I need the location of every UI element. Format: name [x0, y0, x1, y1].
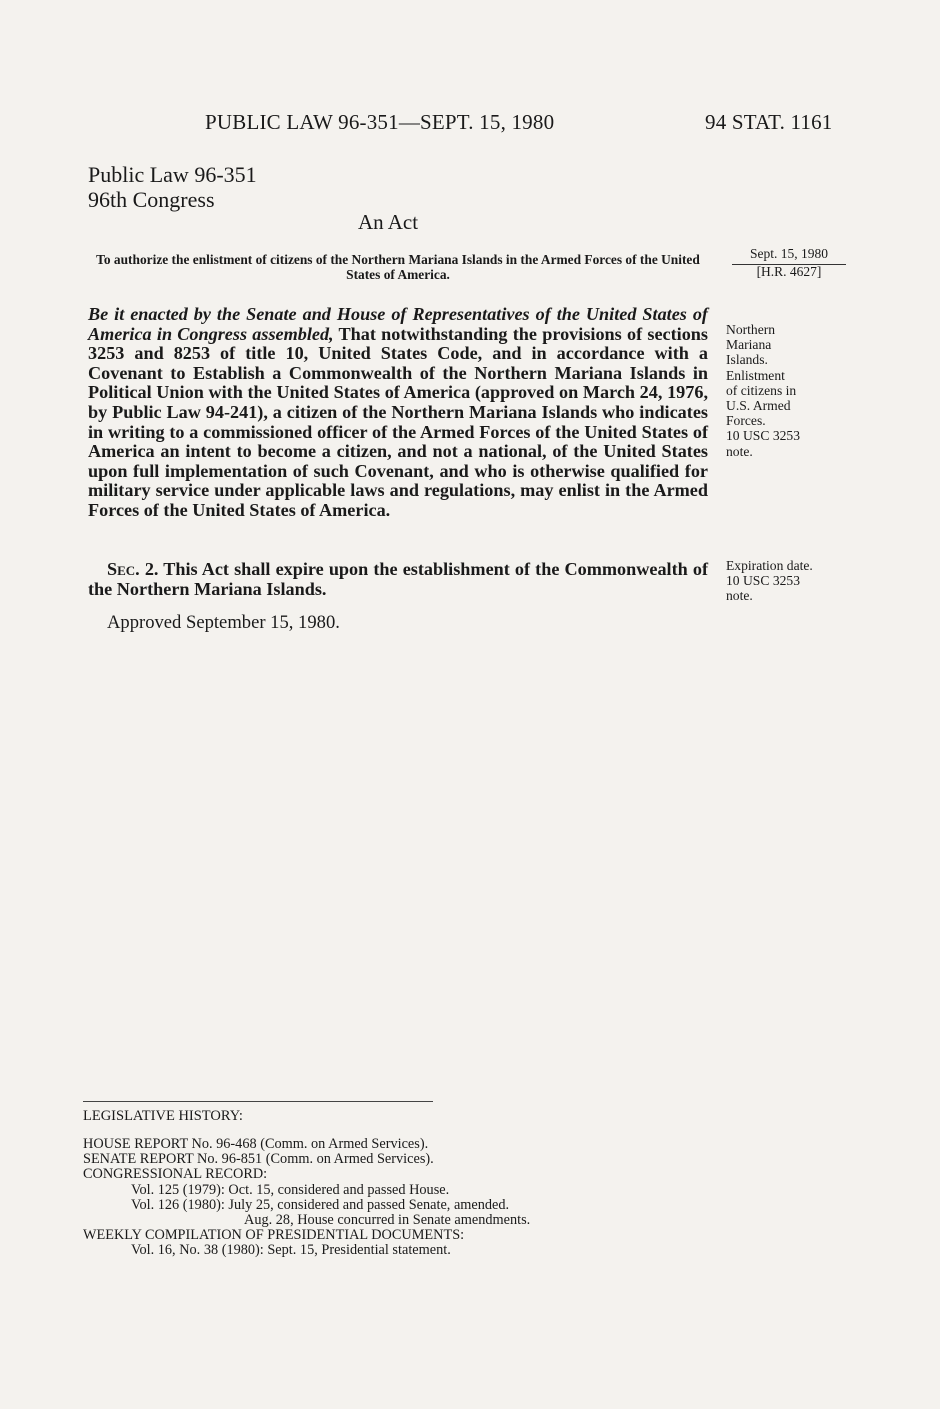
- history-entry: Vol. 16, No. 38 (1980): Sept. 15, Presidential statement.: [131, 1242, 451, 1259]
- margin-note-line: of citizens in: [726, 382, 797, 398]
- history-entry: CONGRESSIONAL RECORD:: [83, 1166, 268, 1183]
- history-entry: Vol. 125 (1979): Oct. 15, considered and passed House.: [131, 1181, 450, 1198]
- public-law-number: Public Law 96-351: [88, 162, 257, 187]
- section-2-label: Sec. 2.: [107, 559, 159, 579]
- margin-note-line: Forces.: [726, 413, 766, 429]
- section-2-text: [88, 560, 708, 599]
- act-purpose: To authorize the enlistment of citizens of the Northern Mariana Islands in the Armed Forces of the United States of America.: [96, 252, 700, 282]
- section-1-text: [88, 305, 708, 521]
- legislative-history-heading: LEGISLATIVE HISTORY:: [83, 1108, 243, 1124]
- legislative-history-list: [83, 1137, 643, 1259]
- margin-note-line: Enlistment: [726, 367, 785, 383]
- history-entry: Vol. 126 (1980): July 25, considered and passed Senate, amended.: [131, 1196, 510, 1213]
- margin-note-line: Expiration date.: [726, 558, 813, 573]
- page-citation: 94 STAT. 1161: [705, 110, 833, 134]
- approval-date: Approved September 15, 1980.: [107, 612, 340, 633]
- margin-note-line: Islands.: [726, 352, 768, 368]
- footnote-divider: [83, 1101, 433, 1102]
- history-entry: WEEKLY COMPILATION OF PRESIDENTIAL DOCUMENTS:: [83, 1227, 465, 1244]
- congress-label: 96th Congress: [88, 187, 215, 212]
- history-entry: SENATE REPORT No. 96-851 (Comm. on Armed Services).: [83, 1151, 434, 1168]
- margin-note-line: Northern: [726, 322, 776, 337]
- bill-number: [H.R. 4627]: [756, 264, 822, 279]
- margin-note-line: U.S. Armed: [726, 398, 791, 414]
- margin-note-expiration: [726, 558, 844, 604]
- margin-note-line: note.: [726, 588, 753, 604]
- history-entry: Aug. 28, House concurred in Senate amendments.: [244, 1212, 531, 1229]
- section-2-body: This Act shall expire upon the establishment of the Commonwealth of the Northern Mariana Islands.: [88, 559, 709, 599]
- margin-note-line: 10 USC 3253: [726, 428, 801, 444]
- section-1-body: That notwithstanding the provisions of sections 3253 and 8253 of title 10, United States Code, and in accordance with a Covenant to Establish a Commonwealth of the Northern Mariana Islands in Political Union with the United States of America (approved on March 24, 1976, by Public Law 94-241), a citizen of the Northern Mariana Islands who indicates in writing to a commissioned officer of the Armed Forces of the United States of America an intent to become a citizen, and not a national, of the United States upon full implementation of such Covenant, and who is otherwise qualified for military service under applicable laws and regulations, may enlist in the Armed Forces of the United States of America.: [88, 323, 709, 520]
- enactment-date: Sept. 15, 1980: [732, 246, 846, 265]
- act-title: An Act: [358, 210, 419, 234]
- margin-note-enlistment: [726, 322, 844, 459]
- margin-note-line: 10 USC 3253: [726, 573, 801, 589]
- margin-note-line: Mariana: [726, 337, 772, 353]
- margin-note-line: note.: [726, 443, 753, 459]
- enacting-clause: Be it enacted by the Senate and House of Representatives of the United States of America in Congress assembled,: [88, 304, 708, 344]
- history-entry: HOUSE REPORT No. 96-468 (Comm. on Armed Services).: [83, 1136, 429, 1152]
- running-header-left: PUBLIC LAW 96-351—SEPT. 15, 1980: [205, 110, 555, 134]
